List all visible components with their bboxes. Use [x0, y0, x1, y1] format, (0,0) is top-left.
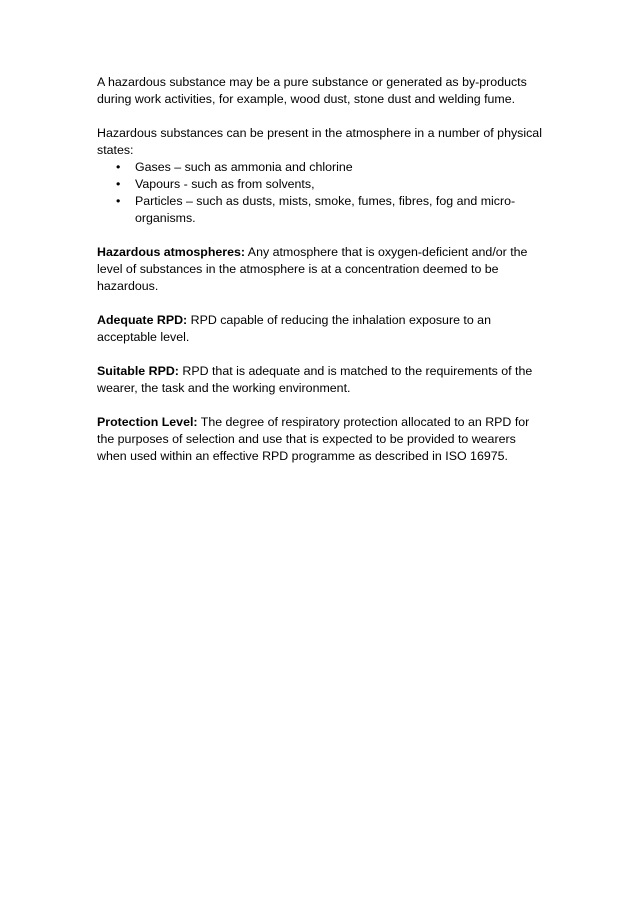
definition-text: Any atmosphere that is oxygen-deficient and/or the level of substances in the atmosphere is at a concentration deemed to be hazardous. [97, 245, 528, 293]
definition-text: RPD capable of reducing the inhalation exposure to an acceptable level. [97, 313, 491, 344]
list-item [97, 193, 547, 227]
definition-text: The degree of respiratory protection allocated to an RPD for the purposes of selection and use that is expected to be provided to wearers when used within an effective RPD programme as described in ISO 16975. [97, 415, 530, 463]
definition-term: Protection Level: [97, 415, 198, 429]
definition-term: Suitable RPD: [97, 364, 179, 378]
physical-states-list [97, 159, 547, 227]
definition-suitable-rpd [97, 363, 547, 397]
definition-text: RPD that is adequate and is matched to the requirements of the wearer, the task and the working environment. [97, 364, 533, 395]
list-item-text: Gases – such as ammonia and chlorine [135, 160, 353, 174]
definition-term: Adequate RPD: [97, 313, 188, 327]
bullet-icon: • [116, 160, 121, 174]
definition-adequate-rpd [97, 312, 547, 346]
physical-states-paragraph: Hazardous substances can be present in the atmosphere in a number of physical states: [97, 126, 542, 157]
list-item [97, 176, 547, 193]
definition-term: Hazardous atmospheres: [97, 245, 246, 259]
list-item-text: Particles – such as dusts, mists, smoke, fumes, fibres, fog and micro-organisms. [135, 194, 516, 225]
bullet-icon: • [116, 177, 121, 191]
definition-hazardous-atmospheres [97, 244, 547, 295]
document-body [97, 74, 547, 482]
bullet-icon: • [116, 194, 121, 208]
definition-protection-level [97, 414, 547, 465]
list-item-text: Vapours - such as from solvents, [135, 177, 315, 191]
list-item [97, 159, 547, 176]
intro-paragraph: A hazardous substance may be a pure substance or generated as by-products during work activities, for example, wood dust, stone dust and welding fume. [97, 75, 527, 106]
